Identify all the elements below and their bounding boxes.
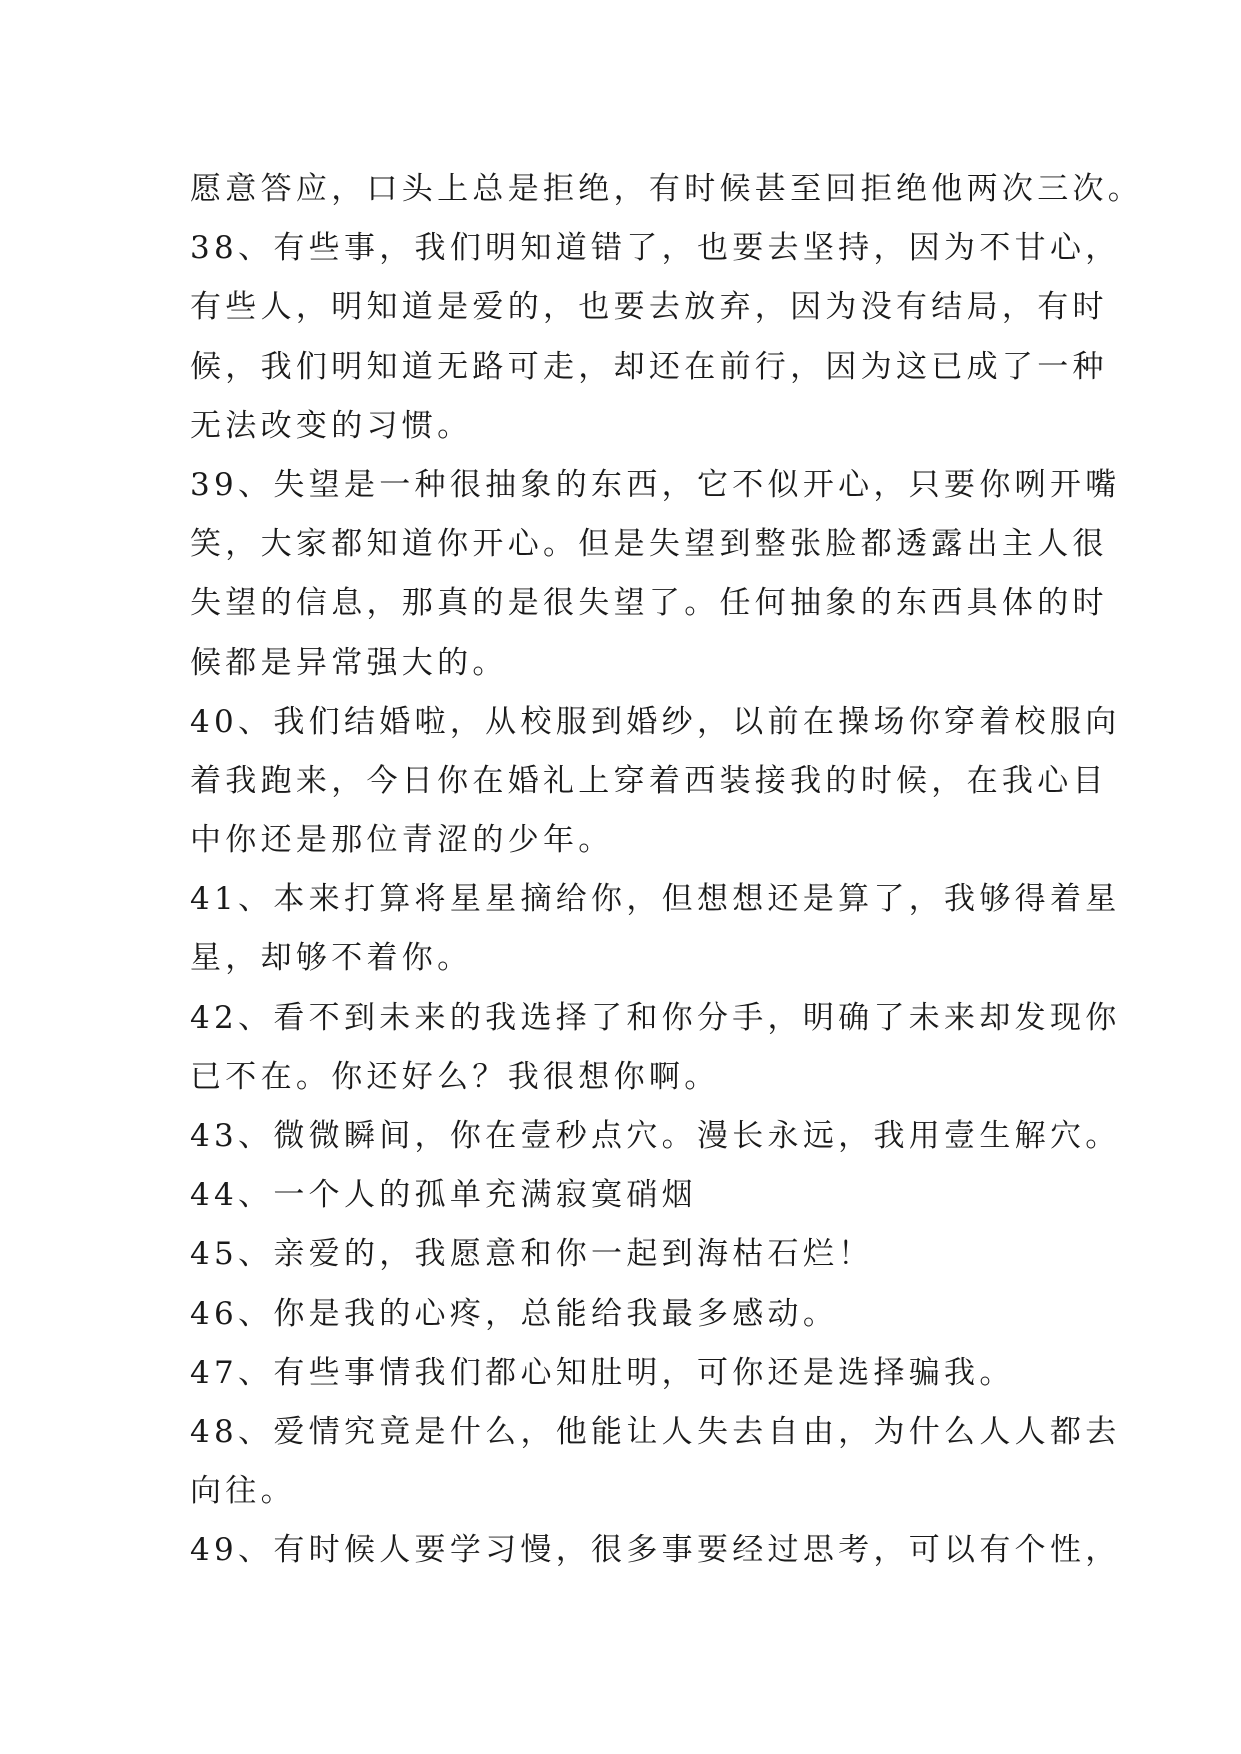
text-line: 已不在。你还好么？我很想你啊。 bbox=[190, 1058, 720, 1095]
text-line: 向往。 bbox=[190, 1473, 296, 1510]
text-line: 有些人，明知道是爱的，也要去放弃，因为没有结局，有时 bbox=[190, 289, 1108, 326]
text-line: 无法改变的习惯。 bbox=[190, 407, 473, 444]
text-line: 43、微微瞬间，你在壹秒点穴。漫长永远，我用壹生解穴。 bbox=[190, 1118, 1121, 1154]
text-line: 着我跑来，今日你在婚礼上穿着西装接我的时候，在我心目 bbox=[190, 762, 1108, 799]
text-line: 笑，大家都知道你开心。但是失望到整张脸都透露出主人很 bbox=[190, 526, 1108, 563]
text-line: 44、一个人的孤单充满寂寞硝烟 bbox=[190, 1177, 697, 1214]
text-line: 47、有些事情我们都心知肚明，可你还是选择骗我。 bbox=[190, 1354, 1015, 1391]
text-line: 候都是异常强大的。 bbox=[190, 644, 508, 681]
text-line: 38、有些事，我们明知道错了，也要去坚持，因为不甘心， bbox=[190, 230, 1121, 267]
text-line: 42、看不到未来的我选择了和你分手，明确了未来却发现你 bbox=[190, 999, 1121, 1036]
text-line: 40、我们结婚啦，从校服到婚纱，以前在操场你穿着校服向 bbox=[190, 703, 1121, 740]
text-line: 48、爱情究竟是什么，他能让人失去自由，为什么人人都去 bbox=[190, 1413, 1121, 1450]
text-line: 失望的信息，那真的是很失望了。任何抽象的东西具体的时 bbox=[190, 585, 1108, 622]
text-line: 愿意答应，口头上总是拒绝，有时候甚至回拒绝他两次三次。 bbox=[190, 171, 1144, 207]
document-body bbox=[190, 160, 1144, 1581]
text-line: 49、有时候人要学习慢，很多事要经过思考，可以有个性， bbox=[190, 1532, 1121, 1569]
text-line: 中你还是那位青涩的少年。 bbox=[190, 822, 614, 859]
text-line: 候，我们明知道无路可走，却还在前行，因为这已成了一种 bbox=[190, 348, 1108, 385]
text-line: 39、失望是一种很抽象的东西，它不似开心，只要你咧开嘴 bbox=[190, 466, 1121, 503]
text-line: 41、本来打算将星星摘给你，但想想还是算了，我够得着星 bbox=[190, 881, 1121, 918]
text-line: 46、你是我的心疼，总能给我最多感动。 bbox=[190, 1295, 839, 1332]
text-line: 星，却够不着你。 bbox=[190, 940, 473, 977]
text-line: 45、亲爱的，我愿意和你一起到海枯石烂！ bbox=[190, 1236, 874, 1273]
